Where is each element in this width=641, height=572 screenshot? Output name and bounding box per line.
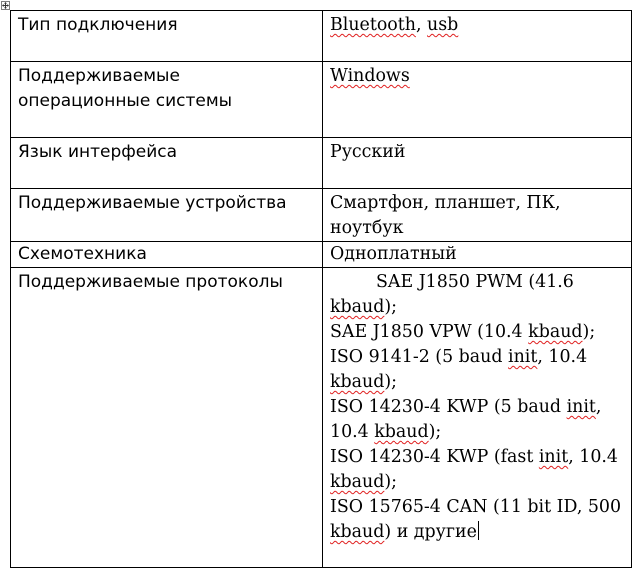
label-text: Поддерживаемые устройства	[18, 193, 287, 213]
value-cell[interactable]	[323, 138, 632, 189]
value-text	[330, 64, 625, 89]
label-cell[interactable]	[11, 62, 323, 138]
label-cell[interactable]	[11, 268, 323, 568]
value-text-line: Смартфон, планшет, ПК,	[330, 193, 561, 213]
spellcheck-word: kbaud	[330, 372, 385, 392]
protocol-line: ISO 9141-2 (5 baud init, 10.4	[330, 347, 588, 367]
protocol-line: kbaud);	[330, 472, 398, 492]
protocol-line: SAE J1850 VPW (10.4 kbaud);	[330, 322, 596, 342]
table-move-handle[interactable]	[1, 1, 10, 10]
spellcheck-word: kbaud	[374, 422, 429, 442]
label-text-line: операционные системы	[18, 91, 233, 111]
spellcheck-word: init	[508, 347, 538, 367]
value-cell[interactable]	[323, 62, 632, 138]
value-cell[interactable]	[323, 189, 632, 242]
spellcheck-word: kbaud	[330, 297, 385, 317]
spellcheck-word: init	[566, 397, 596, 417]
protocol-line: ISO 14230-4 KWP (5 baud init,	[330, 397, 602, 417]
specifications-table	[10, 10, 632, 568]
label-cell[interactable]	[11, 11, 323, 62]
protocol-line: kbaud) и другие	[330, 522, 477, 542]
protocol-line: 10.4 kbaud);	[330, 422, 442, 442]
table-row	[11, 62, 632, 138]
protocol-line: ISO 14230-4 KWP (fast init, 10.4	[330, 447, 618, 467]
table-row	[11, 189, 632, 242]
spellcheck-word: usb	[427, 15, 459, 35]
protocol-line: ISO 15765-4 CAN (11 bit ID, 500	[330, 497, 622, 517]
spellcheck-word: init	[538, 447, 569, 467]
label-text: Схемотехника	[18, 244, 147, 264]
value-cell[interactable]	[323, 11, 632, 62]
label-text: Поддерживаемые протоколы	[18, 272, 283, 292]
label-text: Язык интерфейса	[18, 142, 178, 162]
spellcheck-word: kbaud	[330, 522, 385, 542]
table-row	[11, 138, 632, 189]
protocol-line: kbaud);	[330, 297, 398, 317]
value-text: Одноплатный	[330, 244, 457, 264]
table-row	[11, 268, 632, 568]
protocol-line: SAE J1850 PWM (41.6	[376, 272, 574, 292]
label-cell[interactable]	[11, 189, 323, 242]
spellcheck-word: kbaud	[330, 472, 385, 492]
four-way-arrow-icon	[2, 2, 9, 9]
label-cell[interactable]	[11, 138, 323, 189]
label-text-line: Поддерживаемые	[18, 66, 180, 86]
value-cell[interactable]	[323, 242, 632, 268]
value-text: Bluetooth, usb	[330, 15, 459, 35]
label-text: Тип подключения	[18, 15, 178, 35]
table-row	[11, 11, 632, 62]
value-text: Русский	[330, 142, 406, 162]
value-cell[interactable]	[323, 268, 632, 568]
spellcheck-word: Windows	[330, 66, 410, 86]
protocol-line: kbaud);	[330, 372, 398, 392]
table-row	[11, 242, 632, 268]
text-cursor	[478, 521, 479, 540]
spellcheck-word: Bluetooth	[330, 15, 416, 35]
label-cell[interactable]	[11, 242, 323, 268]
spellcheck-word: kbaud	[528, 322, 583, 342]
value-text-line: ноутбук	[330, 218, 404, 238]
